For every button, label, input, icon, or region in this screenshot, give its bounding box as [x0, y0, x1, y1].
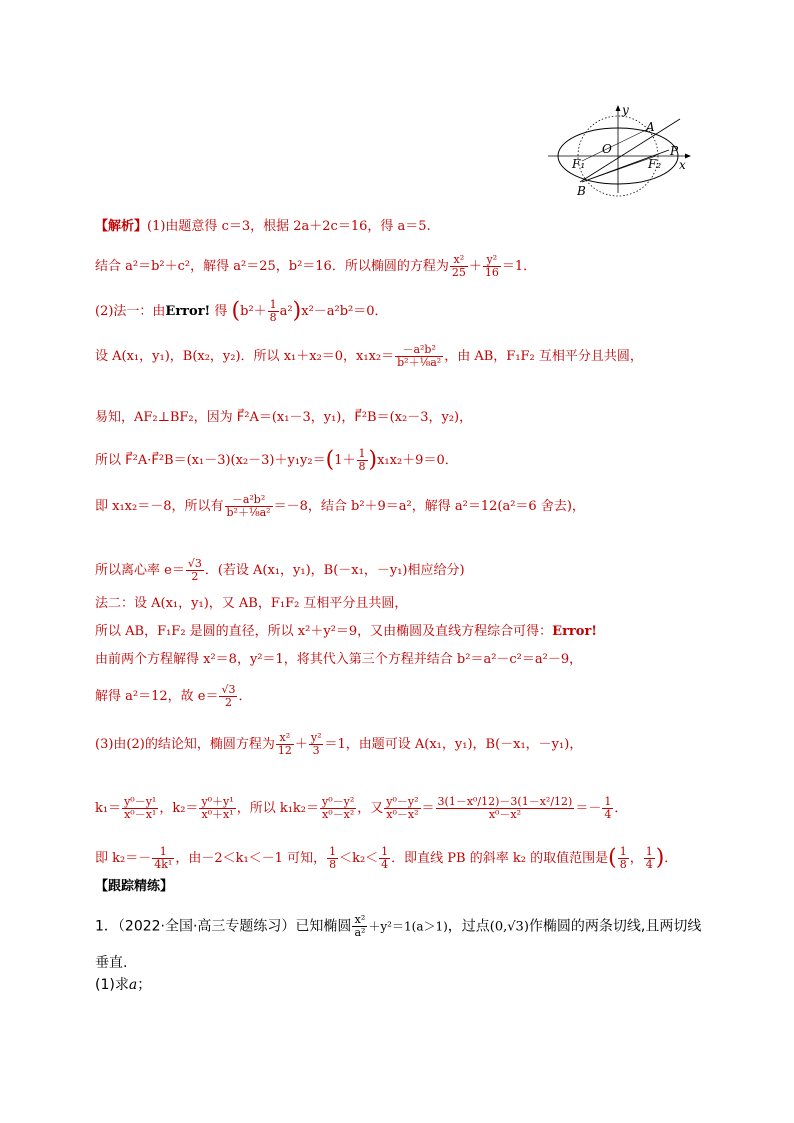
numerator: 1	[619, 845, 627, 858]
label-x: x	[679, 158, 686, 172]
numerator: y⁰＋y¹	[201, 795, 234, 808]
text: ＜k₂＜	[339, 851, 379, 866]
fraction	[352, 914, 367, 939]
numerator: y⁰－y²	[386, 795, 419, 808]
solution-line-2: 结合 a²＝b²＋c²，解得 a²＝25，b²＝16．所以椭圆的方程为 $\frac{\text{x²}}{25}$ ＋ $\frac{\text{y²}}{16}$ ＝1．	[95, 253, 537, 279]
solution-line-11	[95, 652, 582, 668]
numerator: 1	[358, 447, 366, 460]
solution-line-12	[95, 684, 252, 709]
text: ，又	[357, 801, 384, 816]
text: 1＋	[334, 453, 356, 468]
denominator: 25	[451, 266, 466, 279]
left-paren: (	[231, 298, 241, 324]
text: 易知，AF₂⊥BF₂，因为 F⃗²A＝(x₁－3，y₁)，F⃗²B＝(x₂－3，y₂)，	[95, 410, 473, 425]
text: 解得 a²＝12，故 e＝	[95, 689, 219, 704]
numerator: 1	[381, 845, 389, 858]
fraction	[152, 846, 174, 871]
label-p: P	[670, 144, 679, 158]
fraction	[602, 796, 613, 821]
fraction	[309, 732, 324, 757]
fraction	[327, 846, 338, 871]
denominator: 16	[484, 266, 499, 279]
denominator: 4	[645, 858, 653, 871]
fraction	[379, 846, 390, 871]
variable: a	[128, 977, 138, 993]
numerator: 1	[604, 795, 612, 808]
fraction	[186, 558, 204, 583]
denominator: 2	[191, 570, 199, 583]
question-1-line-3	[95, 977, 151, 993]
solution-line-15	[95, 846, 677, 871]
text: ，所以 k₁k₂＝	[236, 801, 319, 816]
denominator: 12	[277, 744, 292, 757]
y-axis	[616, 105, 621, 193]
text: 即 x₁x₂＝－8，所以有	[95, 499, 224, 514]
denominator: 4k¹	[154, 858, 173, 871]
denominator: x⁰－x²	[322, 808, 355, 821]
numerator: y²	[310, 731, 322, 744]
numerator: y²	[483, 254, 501, 267]
denominator: x⁰＋x¹	[201, 808, 234, 821]
denominator: a²	[354, 926, 366, 939]
text: ＝1．	[501, 259, 537, 274]
text: ，过点	[447, 918, 490, 935]
solution-line-8	[95, 558, 465, 583]
fraction	[122, 796, 158, 821]
denominator: 8	[269, 311, 277, 324]
fraction	[644, 846, 655, 871]
text: 所以 F⃗²A·F⃗²B＝(x₁－3)(x₂－3)＋y₁y₂＝	[95, 453, 326, 468]
fraction	[450, 254, 468, 279]
fraction	[395, 344, 443, 369]
text: ，	[629, 851, 643, 866]
solution-line-13: (3)由(2)的结论知，椭圆方程为 $\frac{\text{x²}}{12}$ ＋ $\frac{\text{y²}}{3}$ ＝1，由题可设 A(x₁，y₁)，B(－x₁，－y₁)，	[95, 731, 583, 757]
numerator: x²	[276, 732, 294, 745]
right-paren: )	[368, 447, 378, 473]
text: a²	[279, 304, 293, 319]
text: 即 k₂＝－	[95, 851, 152, 866]
text: ＝1，由题可设 A(x₁，y₁)，B(－x₁，－y₁)，	[324, 737, 583, 752]
text: ＝－	[575, 801, 602, 816]
fraction	[320, 796, 356, 821]
solution-line-10	[95, 624, 597, 640]
text: x₁x₂＋9＝0．	[377, 453, 458, 468]
tracking-practice-heading	[95, 879, 173, 895]
numerator: 3(1－x⁰/12)－3(1－x²/12)	[437, 795, 573, 808]
text: 设 A(x₁，y₁)，B(x₂，y₂)．所以 x₁＋x₂＝0，x₁x₂＝	[95, 349, 395, 364]
text: 得	[210, 304, 232, 319]
label-o: O	[602, 142, 612, 156]
numerator: －a²b²	[395, 344, 443, 357]
left-paren: (	[325, 447, 335, 473]
fraction	[268, 299, 279, 324]
text: (1)求	[95, 977, 129, 993]
fraction	[219, 684, 237, 709]
text: ．(若设 A(x₁，y₁)，B(－x₁，－y₁)相应给分)	[204, 563, 465, 578]
fraction	[436, 796, 575, 821]
fraction	[384, 796, 420, 821]
numerator: √3	[187, 557, 202, 570]
label-f1: F₁	[572, 157, 586, 171]
numerator: y⁰－y²	[322, 795, 355, 808]
text: k₁＝	[95, 801, 122, 816]
text: 垂直.	[95, 955, 128, 971]
numerator: x²	[352, 914, 367, 927]
numerator: 1	[152, 846, 174, 859]
point: (0,√3)	[489, 919, 529, 935]
denominator: 8	[358, 460, 366, 473]
text: ＋y²＝1(a＞1)	[368, 919, 448, 934]
denominator: 3	[312, 744, 320, 757]
text: x²－a²b²＝0．	[301, 304, 388, 319]
numerator: √3	[221, 683, 236, 696]
denominator: x⁰－x²	[386, 808, 419, 821]
numerator: x²	[450, 254, 468, 267]
fraction	[618, 846, 629, 871]
text: 由前两个方程解得 x²＝8，y²＝1，将其代入第三个方程并结合 b²＝a²－c²＝a²－9，	[95, 652, 583, 667]
text: (2)法一：由	[95, 304, 166, 319]
text: 所以 AB，F₁F₂ 是圆的直径，所以 x²＋y²＝9，又由椭圆及直线方程综合可得：	[95, 624, 553, 639]
denominator: x⁰－x²	[488, 808, 522, 821]
text: 1．（2022·全国·高三专题练习）已知椭圆	[95, 918, 352, 935]
solution-line-7	[95, 494, 585, 519]
numerator: 1	[645, 845, 653, 858]
solution-line-4	[95, 344, 643, 369]
text: ；	[137, 977, 152, 993]
text: (1)由题意得 c＝3，根据 2a＋2c＝16，得 a＝5.	[147, 219, 431, 234]
right-paren: )	[292, 298, 302, 324]
solution-line-3	[95, 299, 388, 324]
label-b: B	[577, 184, 586, 198]
text: ＝	[421, 801, 435, 816]
line-bf2	[582, 156, 656, 182]
solution-line-5	[95, 410, 472, 426]
error-marker: Error!	[552, 624, 598, 639]
question-1-line-2	[95, 955, 127, 971]
text: ＝－8，结合 b²＋9＝a²，解得 a²＝12(a²＝6 舍去)，	[273, 499, 585, 514]
denominator: 2	[224, 696, 232, 709]
numerator: 1	[329, 845, 337, 858]
solution-line-1	[95, 219, 431, 235]
text: 作椭圆的两条切线,且两切线	[528, 918, 702, 935]
denominator: b²＋⅛a²	[397, 356, 442, 369]
error-marker: Error!	[165, 304, 211, 319]
denominator: 8	[619, 858, 627, 871]
ellipse-figure	[545, 103, 695, 198]
solution-line-14	[95, 796, 627, 821]
label-f2: F₂	[648, 157, 662, 171]
text: 【跟踪精练】	[95, 879, 174, 894]
text: 所以离心率 e＝	[95, 563, 185, 578]
solution-tag: 【解析】	[95, 219, 148, 234]
fraction	[357, 448, 368, 473]
text: ．	[614, 801, 628, 816]
label-a: A	[646, 120, 655, 134]
right-paren: )	[655, 845, 665, 871]
denominator: x⁰－x¹	[124, 808, 157, 821]
denominator: 4	[604, 808, 612, 821]
solution-line-6	[95, 448, 458, 473]
solution-line-9	[95, 596, 407, 612]
text: (3)由(2)的结论知，椭圆方程为	[95, 737, 275, 752]
denominator: b²＋⅛a²	[226, 506, 271, 519]
text: 法二：设 A(x₁，y₁)，又 AB，F₁F₂ 互相平分且共圆，	[95, 596, 408, 611]
fraction	[276, 732, 294, 757]
denominator: 8	[329, 858, 337, 871]
denominator: 4	[381, 858, 389, 871]
label-y: y	[622, 103, 629, 117]
text: ，由 AB，F₁F₂ 互相平分且共圆，	[444, 349, 643, 364]
left-paren: (	[608, 845, 617, 871]
text: ．即直线 PB 的斜率 k₂ 的取值范围是	[391, 851, 609, 866]
numerator: 1	[269, 298, 277, 311]
fraction	[483, 254, 501, 279]
text: ，由－2＜k₁＜－1 可知，	[175, 851, 327, 866]
numerator: －a²b²	[225, 494, 273, 507]
numerator: y⁰－y¹	[124, 795, 157, 808]
fraction	[225, 494, 273, 519]
text: b²＋	[240, 304, 267, 319]
text: ．	[664, 851, 678, 866]
text: ．	[238, 689, 252, 704]
fraction	[199, 796, 235, 821]
text: ，k₂＝	[159, 801, 199, 816]
question-1-line-1	[95, 914, 701, 939]
text: 结合 a²＝b²＋c²，解得 a²＝25，b²＝16．所以椭圆的方程为	[95, 259, 449, 274]
